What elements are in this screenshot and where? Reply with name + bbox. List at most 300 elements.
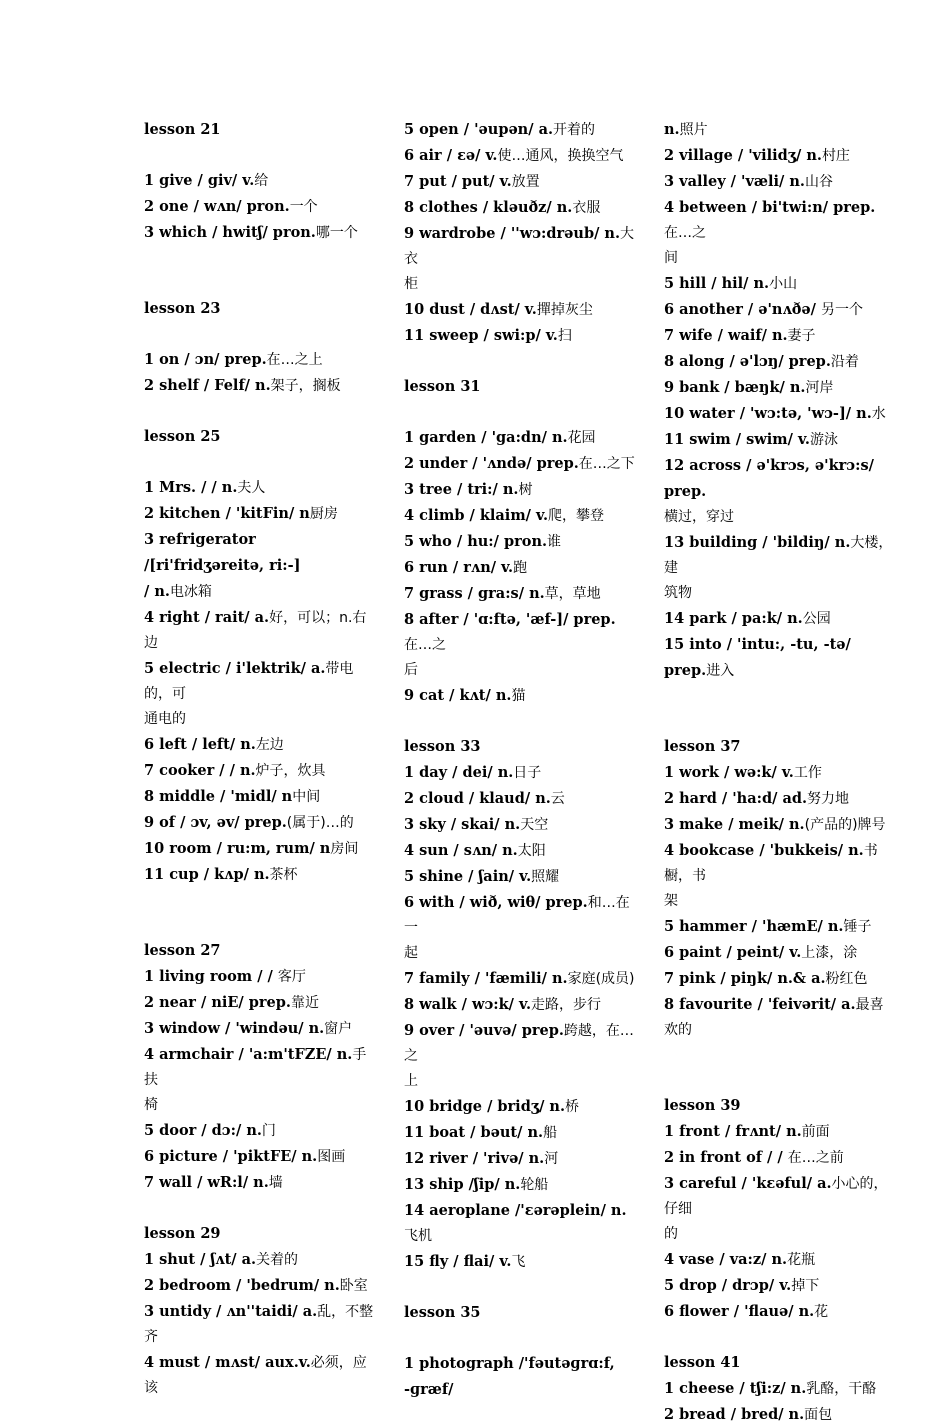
vocab-line xyxy=(664,1299,896,1325)
vocab-chinese: 照片 xyxy=(679,122,708,138)
blank-line xyxy=(664,709,896,734)
lesson-title: lesson 35 xyxy=(404,1304,481,1321)
vocab-english: 3 untidy / ʌn''taidi/ a. xyxy=(144,1303,318,1320)
vocab-line xyxy=(404,555,636,581)
vocab-line xyxy=(144,862,376,888)
vocab-english: 3 window / 'windəu/ n. xyxy=(144,1020,325,1037)
vocab-chinese: 给 xyxy=(254,173,269,189)
vocab-chinese: 必须，应该 xyxy=(144,1355,367,1396)
vocab-line xyxy=(144,168,376,194)
vocab-chinese: 通电的 xyxy=(144,711,186,727)
vocab-line xyxy=(404,195,636,221)
lesson-title: lesson 29 xyxy=(144,1225,221,1242)
vocab-line xyxy=(404,1249,636,1275)
vocab-chinese: 电冰箱 xyxy=(169,584,212,600)
vocab-chinese: 关着的 xyxy=(256,1252,299,1268)
vocab-chinese: 带电的，可 xyxy=(144,661,354,702)
vocab-chinese: 书橱，书 xyxy=(664,843,878,884)
vocab-english: 9 cat / kʌt/ n. xyxy=(404,687,512,704)
vocab-line xyxy=(144,220,376,246)
vocab-english: 5 door / dɔ:/ n. xyxy=(144,1122,262,1139)
vocab-line xyxy=(404,838,636,864)
vocab-english: 6 flower / 'flauə/ n. xyxy=(664,1303,815,1320)
lesson-title: lesson 41 xyxy=(664,1354,741,1371)
vocab-line xyxy=(664,940,896,966)
lesson-title: lesson 23 xyxy=(144,300,221,317)
vocab-english: 8 clothes / kləuðz/ n. xyxy=(404,199,573,216)
vocab-chinese: 小山 xyxy=(769,276,798,292)
vocab-english: 4 armchair / 'a:m'tFZE/ n. xyxy=(144,1046,353,1063)
vocab-chinese: 大衣 xyxy=(404,226,635,267)
vocab-line xyxy=(664,914,896,940)
vocab-line xyxy=(144,347,376,373)
vocab-line xyxy=(404,786,636,812)
vocab-chinese: 照耀 xyxy=(531,869,560,885)
vocab-english: 8 middle / 'midl/ n xyxy=(144,788,293,805)
blank-line xyxy=(144,450,376,475)
vocab-line xyxy=(404,966,636,992)
vocab-chinese: 筑物 xyxy=(664,585,692,601)
vocab-chinese: 上漆，涂 xyxy=(801,945,858,961)
vocab-chinese: 架子，搁板 xyxy=(270,378,341,394)
vocab-english: 10 bridge / bridʒ/ n. xyxy=(404,1098,566,1115)
vocab-chinese: 爬，攀登 xyxy=(548,508,605,524)
vocab-english: 5 hill / hil/ n. xyxy=(664,275,770,292)
vocab-english: 5 drop / drɔp/ v. xyxy=(664,1277,792,1294)
vocab-english: 9 bank / bæŋk/ n. xyxy=(664,379,806,396)
vocab-english: 5 shine / ʃain/ v. xyxy=(404,868,532,885)
vocab-english: 15 into / 'intu:, -tu, -tə/ prep. xyxy=(664,636,851,679)
lesson-title: lesson 31 xyxy=(404,378,481,395)
vocab-line xyxy=(664,760,896,786)
lesson-title: lesson 21 xyxy=(144,121,221,138)
vocab-line xyxy=(144,1118,376,1144)
vocab-english: 4 sun / sʌn/ n. xyxy=(404,842,518,859)
vocab-english: 1 give / giv/ v. xyxy=(144,172,255,189)
vocab-line xyxy=(664,1171,896,1222)
vocab-line xyxy=(664,838,896,889)
vocab-english: 3 tree / tri:/ n. xyxy=(404,481,519,498)
vocab-english: 10 dust / dʌst/ v. xyxy=(404,301,537,318)
vocab-english: 2 under / 'ʌndə/ prep. xyxy=(404,455,579,472)
vocab-chinese: 乳酪，干酪 xyxy=(806,1381,877,1397)
vocab-line xyxy=(404,683,636,709)
lesson-heading xyxy=(664,734,896,760)
vocab-english: 2 in front of / / xyxy=(664,1149,788,1166)
vocab-line xyxy=(664,246,896,271)
vocab-chinese: (属于)…的 xyxy=(286,815,354,831)
vocab-chinese: 在…之 xyxy=(664,225,706,241)
vocab-line xyxy=(144,1273,376,1299)
vocab-line xyxy=(404,297,636,323)
vocab-line xyxy=(664,1273,896,1299)
vocab-chinese: 锤子 xyxy=(843,919,872,935)
vocab-line xyxy=(404,1120,636,1146)
blank-line xyxy=(144,399,376,424)
vocab-line xyxy=(404,581,636,607)
vocab-english: 1 work / wə:k/ v. xyxy=(664,764,794,781)
blank-line xyxy=(664,684,896,709)
vocab-chinese: 窗户 xyxy=(324,1021,353,1037)
vocab-line xyxy=(144,1170,376,1196)
vocab-chinese: 厨房 xyxy=(309,506,338,522)
vocab-chinese: 桥 xyxy=(565,1099,580,1115)
vocab-chinese: 扫 xyxy=(557,328,572,344)
vocab-line xyxy=(664,530,896,581)
vocab-chinese: 撣掉灰尘 xyxy=(536,302,593,318)
vocab-line xyxy=(404,1351,636,1403)
vocab-line xyxy=(664,1145,896,1171)
vocab-english: 8 after / 'ɑ:ftə, 'æf-]/ prep. xyxy=(404,611,616,628)
vocab-line xyxy=(404,117,636,143)
vocab-line xyxy=(664,606,896,632)
vocab-line xyxy=(144,1247,376,1273)
vocab-line xyxy=(664,505,896,530)
vocab-chinese: 炉子，炊具 xyxy=(255,763,326,779)
vocab-english: 1 day / dei/ n. xyxy=(404,764,514,781)
vocab-chinese: 夫人 xyxy=(237,480,266,496)
vocab-chinese: 房间 xyxy=(330,841,359,857)
vocab-chinese: 水 xyxy=(871,406,886,422)
vocab-chinese: 游泳 xyxy=(809,432,838,448)
vocab-chinese: 横过，穿过 xyxy=(664,509,734,525)
vocab-chinese: 村庄 xyxy=(821,148,850,164)
vocab-chinese: 在…之上 xyxy=(266,352,323,368)
vocab-english: 7 grass / gra:s/ n. xyxy=(404,585,545,602)
vocab-english: 2 village / 'vilidʒ/ n. xyxy=(664,147,822,164)
vocab-english: 6 paint / peint/ v. xyxy=(664,944,802,961)
vocab-line xyxy=(664,297,896,323)
vocab-chinese: 面包 xyxy=(804,1407,833,1423)
vocab-english: 3 make / meik/ n. xyxy=(664,816,805,833)
vocab-chinese: 衣服 xyxy=(572,200,601,216)
vocab-line xyxy=(404,503,636,529)
lesson-title: lesson 27 xyxy=(144,942,221,959)
vocab-column-2 xyxy=(404,117,636,1403)
vocab-english: 6 air / εə/ v. xyxy=(404,147,498,164)
vocab-line xyxy=(664,992,896,1043)
vocab-line xyxy=(144,732,376,758)
vocab-line xyxy=(144,1093,376,1118)
vocab-line xyxy=(144,810,376,836)
vocab-line xyxy=(664,1402,896,1428)
vocab-english: 14 aeroplane /'εərəplein/ n. xyxy=(404,1202,627,1219)
vocab-english: 5 hammer / 'hæmE/ n. xyxy=(664,918,844,935)
vocab-chinese: 花 xyxy=(814,1304,829,1320)
vocab-line xyxy=(404,169,636,195)
vocab-chinese: 花瓶 xyxy=(787,1252,816,1268)
vocab-line xyxy=(144,194,376,220)
vocab-chinese: 一个 xyxy=(289,199,318,215)
vocab-line xyxy=(664,1119,896,1145)
vocab-english: 2 near / niE/ prep. xyxy=(144,994,291,1011)
vocab-chinese: 跑 xyxy=(513,560,528,576)
vocab-line xyxy=(664,401,896,427)
lesson-heading xyxy=(404,734,636,760)
vocab-chinese: 工作 xyxy=(793,765,822,781)
vocab-line xyxy=(404,143,636,169)
lesson-heading xyxy=(144,424,376,450)
vocab-chinese: 云 xyxy=(550,791,565,807)
vocab-english: 7 wall / wR:l/ n. xyxy=(144,1174,269,1191)
vocab-english: 3 which / hwitʃ/ pron. xyxy=(144,224,316,241)
vocab-chinese: 飞机 xyxy=(404,1228,432,1244)
vocab-chinese: 前面 xyxy=(801,1124,830,1140)
vocab-english: 3 sky / skai/ n. xyxy=(404,816,521,833)
vocab-line xyxy=(404,760,636,786)
vocab-english: 4 climb / klaim/ v. xyxy=(404,507,549,524)
vocab-chinese: 努力地 xyxy=(807,791,850,807)
vocab-line xyxy=(144,990,376,1016)
vocab-chinese: 掉下 xyxy=(791,1278,820,1294)
lesson-heading xyxy=(144,117,376,143)
blank-line xyxy=(664,1068,896,1093)
vocab-chinese: 乱，不整齐 xyxy=(144,1304,374,1345)
vocab-line xyxy=(664,632,896,684)
vocab-english: 11 cup / kʌp/ n. xyxy=(144,866,270,883)
vocab-english: 1 living room / / xyxy=(144,968,278,985)
vocab-line xyxy=(144,501,376,527)
vocab-line xyxy=(144,656,376,707)
vocab-english: 9 wardrobe / ''wɔ:drəub/ n. xyxy=(404,225,621,242)
vocab-chinese: 走路，步行 xyxy=(531,997,602,1013)
vocab-chinese: 草，草地 xyxy=(544,586,601,602)
vocab-chinese: 跨越，在…之 xyxy=(404,1023,634,1064)
vocab-chinese: 的 xyxy=(664,1226,678,1242)
vocab-line xyxy=(404,890,636,941)
vocab-english: 13 building / 'bildiŋ/ n. xyxy=(664,534,851,551)
vocab-line xyxy=(404,425,636,451)
blank-line xyxy=(664,1043,896,1068)
vocab-line xyxy=(404,1172,636,1198)
vocab-chinese: 太阳 xyxy=(517,843,546,859)
vocab-chinese: 后 xyxy=(404,662,418,678)
vocab-line xyxy=(404,607,636,658)
vocab-chinese: 墙 xyxy=(268,1175,283,1191)
vocab-line xyxy=(404,1094,636,1120)
vocab-line xyxy=(144,1016,376,1042)
blank-line xyxy=(144,322,376,347)
vocab-english: 6 with / wið, wiθ/ prep. xyxy=(404,894,588,911)
blank-line xyxy=(144,143,376,168)
vocab-chinese: 进入 xyxy=(706,663,735,679)
vocab-chinese: 起 xyxy=(404,945,418,961)
vocab-line xyxy=(664,1376,896,1402)
vocab-english: 8 along / ə'lɔŋ/ prep. xyxy=(664,353,831,370)
vocab-english: 6 picture / 'piktFE/ n. xyxy=(144,1148,318,1165)
vocab-chinese: 河岸 xyxy=(805,380,834,396)
blank-line xyxy=(404,1275,636,1300)
vocab-chinese: 哪一个 xyxy=(315,225,358,241)
vocab-english: 2 one / wʌn/ pron. xyxy=(144,198,290,215)
vocab-chinese: 和…在一 xyxy=(404,895,630,936)
vocab-english: 4 vase / va:z/ n. xyxy=(664,1251,788,1268)
blank-line xyxy=(144,1196,376,1221)
vocab-line xyxy=(664,1247,896,1273)
vocab-line xyxy=(404,477,636,503)
vocab-english: 8 favourite / 'feivərit/ a. xyxy=(664,996,856,1013)
vocab-line xyxy=(664,786,896,812)
lesson-heading xyxy=(404,1300,636,1326)
vocab-line xyxy=(144,1042,376,1093)
vocab-chinese: 上 xyxy=(404,1073,418,1089)
vocab-chinese: 使…通风，换换空气 xyxy=(497,148,624,164)
vocab-chinese: 门 xyxy=(261,1123,276,1139)
vocab-english: 1 front / frʌnt/ n. xyxy=(664,1123,802,1140)
blank-line xyxy=(144,246,376,271)
vocab-chinese: 椅 xyxy=(144,1097,158,1113)
vocab-english: 6 run / rʌn/ v. xyxy=(404,559,514,576)
vocab-english: 5 open / 'əupən/ a. xyxy=(404,121,554,138)
vocab-chinese: 树 xyxy=(518,482,533,498)
vocab-english: 4 must / mʌst/ aux.v. xyxy=(144,1354,311,1371)
vocab-line xyxy=(664,1222,896,1247)
vocab-line xyxy=(144,964,376,990)
vocab-chinese: 粉红色 xyxy=(825,971,868,987)
vocab-line xyxy=(404,658,636,683)
vocab-line xyxy=(404,451,636,477)
vocab-line xyxy=(664,349,896,375)
vocab-line xyxy=(404,992,636,1018)
vocab-english: 10 room / ru:m, rum/ n xyxy=(144,840,331,857)
vocab-english: 14 park / pa:k/ n. xyxy=(664,610,803,627)
vocab-english: 11 swim / swim/ v. xyxy=(664,431,810,448)
vocab-line xyxy=(664,453,896,505)
vocab-english: 4 between / bi'twi:n/ prep. xyxy=(664,199,876,216)
vocab-line xyxy=(144,605,376,656)
vocab-english: 1 cheese / tʃi:z/ n. xyxy=(664,1380,807,1397)
vocab-line xyxy=(404,272,636,297)
vocab-english: 7 cooker / / n. xyxy=(144,762,256,779)
blank-line xyxy=(664,1325,896,1350)
lesson-heading xyxy=(664,1350,896,1376)
vocab-line xyxy=(144,707,376,732)
vocab-line xyxy=(404,529,636,555)
vocab-chinese: 另一个 xyxy=(821,302,863,318)
blank-line xyxy=(404,349,636,374)
vocab-line xyxy=(404,864,636,890)
vocab-chinese: 中间 xyxy=(292,789,321,805)
vocab-english: 15 fly / flai/ v. xyxy=(404,1253,512,1270)
vocab-line xyxy=(404,1146,636,1172)
vocab-english: 1 Mrs. / / n. xyxy=(144,479,238,496)
vocab-english: 12 river / 'rivə/ n. xyxy=(404,1150,545,1167)
vocab-chinese: 图画 xyxy=(317,1149,346,1165)
vocab-chinese: 家庭(成员) xyxy=(567,971,635,987)
vocab-chinese: 天空 xyxy=(520,817,549,833)
vocab-chinese: 客厅 xyxy=(277,969,306,985)
vocab-chinese: 架 xyxy=(664,893,678,909)
vocab-english: 7 family / 'fæmili/ n. xyxy=(404,970,568,987)
vocab-line xyxy=(664,889,896,914)
vocab-chinese: 大楼，建 xyxy=(664,535,893,576)
vocab-english: 9 of / ɔv, əv/ prep. xyxy=(144,814,287,831)
vocab-line xyxy=(144,527,376,579)
vocab-english: 4 right / rait/ a. xyxy=(144,609,270,626)
vocab-line xyxy=(144,1299,376,1350)
vocab-english: 1 garden / 'ga:dn/ n. xyxy=(404,429,568,446)
vocab-english: 2 shelf / Felf/ n. xyxy=(144,377,271,394)
blank-line xyxy=(404,709,636,734)
vocab-column-3 xyxy=(664,117,896,1428)
vocab-english: 5 who / hu:/ pron. xyxy=(404,533,548,550)
lesson-title: lesson 37 xyxy=(664,738,741,755)
vocab-chinese: 日子 xyxy=(513,765,542,781)
vocab-chinese: 猫 xyxy=(511,688,526,704)
vocab-chinese: 谁 xyxy=(547,534,562,550)
vocab-line xyxy=(664,143,896,169)
vocab-line xyxy=(664,271,896,297)
vocab-chinese: 小心的，仔细 xyxy=(664,1176,888,1217)
vocab-english: 2 bread / bred/ n. xyxy=(664,1406,805,1423)
vocab-chinese: 船 xyxy=(543,1125,558,1141)
vocab-column-1 xyxy=(144,117,376,1401)
vocab-line xyxy=(404,941,636,966)
vocab-line xyxy=(664,169,896,195)
vocab-chinese: 沿着 xyxy=(830,354,859,370)
vocab-chinese: 手扶 xyxy=(144,1047,367,1088)
vocab-line xyxy=(664,581,896,606)
vocab-english: 2 cloud / klaud/ n. xyxy=(404,790,551,807)
vocab-english: 7 pink / piŋk/ n.& a. xyxy=(664,970,826,987)
vocab-english: 10 water / 'wɔ:tə, 'wɔ-]/ n. xyxy=(664,405,872,422)
vocab-english: 7 put / put/ v. xyxy=(404,173,512,190)
vocab-english: 2 hard / 'ha:d/ ad. xyxy=(664,790,808,807)
vocab-chinese: 河 xyxy=(544,1151,559,1167)
vocab-english: 13 ship /ʃip/ n. xyxy=(404,1176,521,1193)
vocab-english: 1 photograph /'fəutəɡrɑ:f, -ɡræf/ xyxy=(404,1355,615,1398)
lesson-title: lesson 39 xyxy=(664,1097,741,1114)
vocab-line xyxy=(404,1198,636,1249)
vocab-english: 3 refrigerator /[ri'fridʒəreitə, ri:-] xyxy=(144,531,301,574)
vocab-line xyxy=(664,195,896,246)
vocab-chinese: 卧室 xyxy=(339,1278,368,1294)
vocab-english: / n. xyxy=(144,583,170,600)
vocab-english: 9 over / 'əuvə/ prep. xyxy=(404,1022,564,1039)
vocab-english: 2 kitchen / 'kitFin/ n xyxy=(144,505,310,522)
vocab-chinese: 飞 xyxy=(511,1254,526,1270)
vocab-chinese: 放置 xyxy=(511,174,540,190)
vocab-chinese: (产品的)牌号 xyxy=(804,817,886,833)
vocab-english: 6 left / left/ n. xyxy=(144,736,256,753)
blank-line xyxy=(144,913,376,938)
vocab-line xyxy=(144,1144,376,1170)
vocab-english: 2 bedroom / 'bedrum/ n. xyxy=(144,1277,340,1294)
vocab-line xyxy=(664,323,896,349)
vocab-english: 1 on / ɔn/ prep. xyxy=(144,351,267,368)
vocab-line xyxy=(664,966,896,992)
vocab-line xyxy=(404,1069,636,1094)
vocab-english: 11 boat / bəut/ n. xyxy=(404,1124,544,1141)
blank-line xyxy=(404,1326,636,1351)
vocab-english: 4 bookcase / 'bukkeis/ n. xyxy=(664,842,864,859)
lesson-title: lesson 33 xyxy=(404,738,481,755)
vocab-english: 11 sweep / swi:p/ v. xyxy=(404,327,558,344)
vocab-line xyxy=(144,475,376,501)
vocab-line xyxy=(664,812,896,838)
vocab-english: n. xyxy=(664,121,680,138)
blank-line xyxy=(144,271,376,296)
vocab-chinese: 轮船 xyxy=(520,1177,549,1193)
lesson-heading xyxy=(144,1221,376,1247)
vocab-line xyxy=(144,579,376,605)
lesson-heading xyxy=(144,938,376,964)
vocab-english: 8 walk / wɔ:k/ v. xyxy=(404,996,532,1013)
vocab-chinese: 茶杯 xyxy=(269,867,298,883)
lesson-heading xyxy=(664,1093,896,1119)
vocab-english: 3 valley / 'væli/ n. xyxy=(664,173,805,190)
vocab-english: 12 across / ə'krɔs, ə'krɔ:s/ prep. xyxy=(664,457,874,500)
